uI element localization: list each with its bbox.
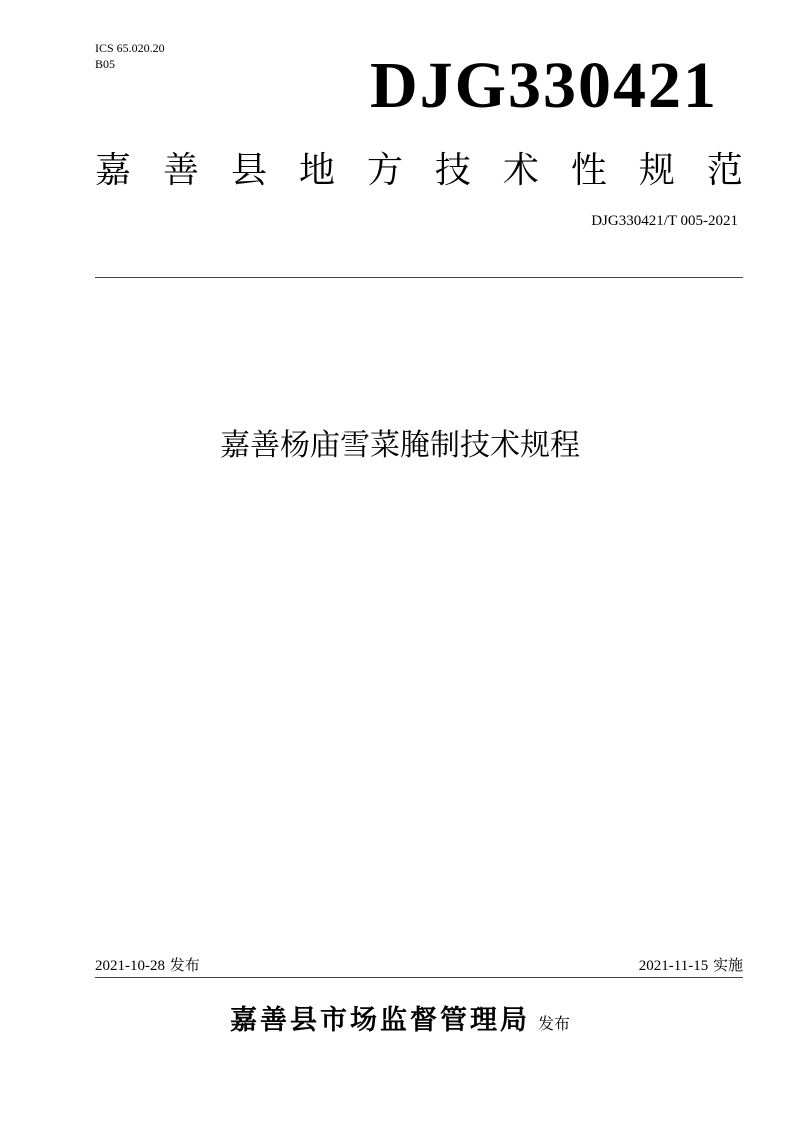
effective-label: 实施 [712, 956, 743, 974]
document-title: 嘉善杨庙雪菜腌制技术规程 [220, 428, 580, 463]
classification-codes [95, 40, 165, 72]
ics-code: ICS 65.020.20 [95, 41, 165, 55]
spec-type-char: 性 [570, 150, 607, 191]
effective-date: 2021-11-15 [638, 958, 709, 974]
spec-type-char: 范 [706, 150, 743, 191]
spec-type-char: 技 [434, 150, 471, 191]
standard-number: DJG330421/T 005-2021 [591, 213, 738, 229]
spec-type-char: 地 [298, 150, 335, 191]
spec-type-char: 术 [502, 150, 539, 191]
publish-date: 2021-10-28 [95, 958, 165, 974]
spec-type-char: 县 [230, 150, 267, 191]
bottom-divider [95, 977, 743, 978]
ccs-code: B05 [95, 57, 116, 71]
spec-type-char: 方 [366, 150, 403, 191]
spec-type-char: 规 [638, 150, 675, 191]
specification-type [95, 148, 743, 194]
standard-code: DJG330421 [370, 49, 718, 122]
publisher-organization: 嘉善县市场监督管理局 [229, 1005, 530, 1036]
publish-label: 发布 [169, 956, 200, 974]
publisher [0, 1001, 800, 1044]
spec-type-char: 善 [162, 150, 199, 191]
spec-type-char: 嘉 [95, 150, 132, 191]
publisher-issued-label: 发布 [537, 1014, 570, 1033]
top-divider [95, 277, 743, 278]
effective-date-group [639, 955, 743, 976]
date-row [95, 955, 743, 975]
publish-date-group [95, 955, 200, 976]
